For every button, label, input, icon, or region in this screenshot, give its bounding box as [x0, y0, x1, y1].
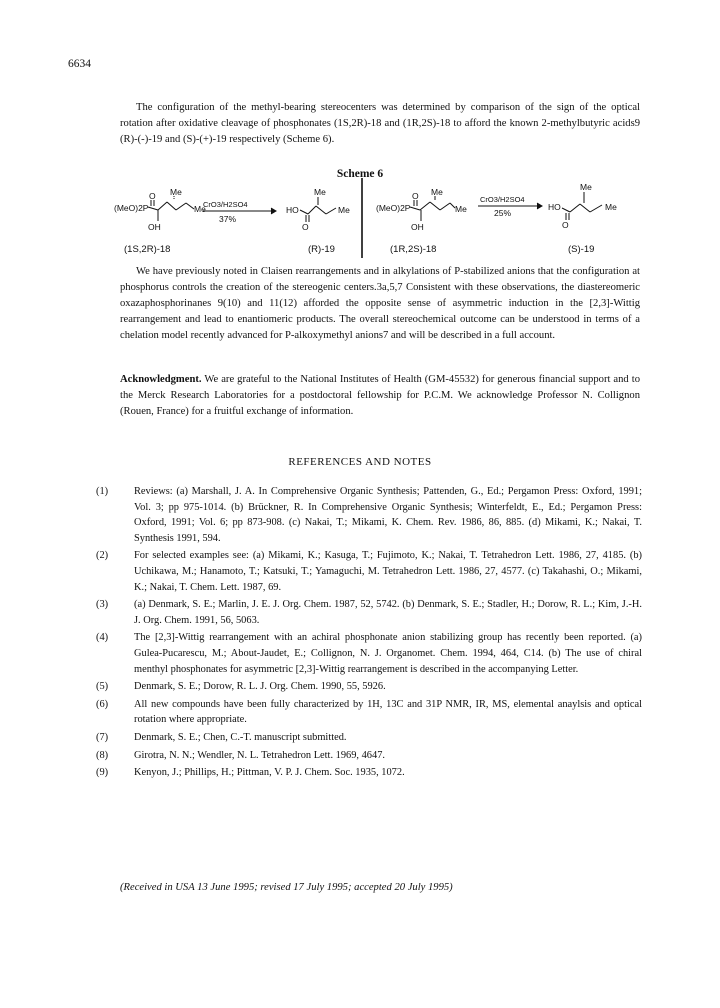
reagent-right: CrO3/H2SO4: [480, 195, 525, 204]
carbonyl-oxygen-right: O: [562, 220, 569, 230]
methyl-label-right-3: Me: [580, 182, 592, 192]
label-R-19: (R)-19: [308, 244, 335, 255]
references-list: [96, 484, 642, 783]
reference-text: Girotra, N. N.; Wendler, N. L. Tetrahedron Lett. 1969, 4647.: [134, 749, 385, 761]
reference-item: [96, 765, 642, 781]
reference-item: [96, 630, 642, 677]
reference-item: [96, 484, 642, 546]
methyl-label-left-3: Me: [314, 187, 326, 197]
reference-text: The [2,3]-Wittig rearrangement with an achiral phosphonate anion stabilizing group has recently been reported. (a) Gulea-Pucarescu, M.; About-Jaudet, E.; Collignon, N. J. Organomet. Chem. 1994, 464, C14. (b) The use of chiral menthyl phosphonates for asymmetric [2,3]-Wittig rearrangement is described in the accompanying Letter.: [134, 632, 642, 675]
hydroxyl-right: OH: [411, 222, 424, 232]
reference-number: (2): [96, 550, 109, 562]
yield-left: 37%: [219, 214, 237, 224]
reference-item: [96, 679, 642, 695]
reference-text: For selected examples see: (a) Mikami, K.; Kasuga, T.; Fujimoto, K.; Nakai, T. Tetrahedron Lett. 1986, 27, 4185. (b) Uchikawa, M.; Hanamoto, T.; Katsuki, T.; Yamaguchi, M. Tetrahedron Lett. 1986, 27, 4577. (c) Takahashi, O.; Mikami, K.; Nakai, T. Chem. Lett. 1987, 69.: [134, 550, 642, 593]
reference-number: (7): [96, 731, 109, 743]
phosphoryl-oxygen-right: O: [412, 191, 419, 201]
methyl-label-right-4: Me: [605, 202, 617, 212]
reference-item: [96, 730, 642, 746]
methyl-label-left-1: Me: [170, 187, 182, 197]
intro-paragraph: The configuration of the methyl-bearing stereocenters was determined by comparison of the sign of the optical rotation after oxidative cleavage of phosphonates (1S,2R)-18 and (1R,2S)-18 to afford the known 2-methylbutyric acids9 (R)-(-)-19 and (S)-(+)-19 respectively (Scheme 6).: [120, 102, 640, 145]
acid-oh-right: HO: [548, 202, 561, 212]
methyl-label-right-2: Me: [455, 204, 467, 214]
scheme-title: Scheme 6: [336, 168, 384, 180]
reference-text: Denmark, S. E.; Dorow, R. L. J. Org. Chem. 1990, 55, 5926.: [134, 681, 386, 693]
reference-text: Reviews: (a) Marshall, J. A. In Comprehensive Organic Synthesis; Pattenden, G., Ed.; Pergamon Press: Oxford, 1991; Vol. 3; pp 975-1014. (b) Brückner, R. In Comprehensive Organic Synthesis; Winterfeldt, E., Ed.; Pergamon Press: Oxford, 1991; Vol. 6; pp 873-908. (c) Nakai, T.; Mikami, K. Chem. Rev. 1986, 86, 885. (d) Mikami, K.; Nakai, T. Synthesis 1991, 594.: [134, 486, 642, 544]
reference-item: [96, 697, 642, 728]
label-S-19: (S)-19: [568, 244, 595, 255]
acknowledgment-label: Acknowledgment.: [120, 374, 202, 385]
reference-text: Kenyon, J.; Phillips, H.; Pittman, V. P. J. Chem. Soc. 1935, 1072.: [134, 767, 405, 779]
reference-number: (6): [96, 698, 109, 710]
label-1S2R-18: (1S,2R)-18: [124, 244, 171, 255]
received-dates: (Received in USA 13 June 1995; revised 17 July 1995; accepted 20 July 1995): [120, 882, 453, 893]
reference-number: (3): [96, 599, 109, 611]
scheme-6: [110, 178, 650, 260]
acid-oh-left: HO: [286, 205, 299, 215]
reference-item: [96, 748, 642, 764]
reference-number: (8): [96, 749, 109, 761]
methyl-label-left-4: Me: [338, 205, 350, 215]
carbonyl-oxygen-left: O: [302, 222, 309, 232]
label-1R2S-18: (1R,2S)-18: [390, 244, 437, 255]
reference-item: [96, 548, 642, 595]
reference-number: (1): [96, 486, 109, 497]
phosphorus-group-left: (MeO)2P: [114, 203, 149, 213]
reaction-scheme-graphic: [110, 178, 650, 260]
references-heading: REFERENCES AND NOTES: [288, 456, 432, 468]
page-number: 6634: [68, 58, 91, 70]
yield-right: 25%: [494, 208, 512, 218]
methyl-label-right-1: Me: [431, 187, 443, 197]
phosphorus-group-right: (MeO)2P: [376, 203, 411, 213]
reference-text: (a) Denmark, S. E.; Marlin, J. E. J. Org. Chem. 1987, 52, 5742. (b) Denmark, S. E.; Stadler, H.; Dorow, R. L.; Kim, J.-H. J. Org. Chem. 1991, 56, 5063.: [134, 599, 642, 626]
reference-number: (4): [96, 632, 109, 644]
reference-text: Denmark, S. E.; Chen, C.-T. manuscript submitted.: [134, 731, 347, 743]
reagent-left: CrO3/H2SO4: [203, 200, 248, 209]
acknowledgment-text: We are grateful to the National Institutes of Health (GM-45532) for generous financial support and to the Merck Research Laboratories for a postdoctoral fellowship for P.C.M. We acknowledge Professor N. Collignon (Rouen, France) for a fruitful exchange of information.: [120, 374, 640, 417]
hydroxyl-left: OH: [148, 222, 161, 232]
reference-number: (5): [96, 681, 109, 693]
reference-text: All new compounds have been fully characterized by 1H, 13C and 31P NMR, IR, MS, elemental anaylsis and optical rotation where appropriate.: [134, 698, 642, 726]
claisen-paragraph: We have previously noted in Claisen rearrangements and in alkylations of P-stabilized anions that the configuration at phosphorus controls the creation of the stereogenic centers.3a,5,7 Consistent with these observations, the diastereomeric oxazaphosphorinanes 9(10) and 11(12) afforded the opposite sense of asymmetric induction in the [2,3]-Wittig rearrangement and lead to enantiomeric products. The overall stereochemical outcome can be understood in terms of a chelation model recently advanced for P-alkoxymethyl anions7 and will be described in a full account.: [120, 266, 640, 341]
methyl-label-left-2: Me: [194, 204, 206, 214]
phosphoryl-oxygen-left: O: [149, 191, 156, 201]
reference-number: (9): [96, 767, 109, 779]
acknowledgment-paragraph: [120, 372, 640, 420]
reference-item: [96, 597, 642, 628]
